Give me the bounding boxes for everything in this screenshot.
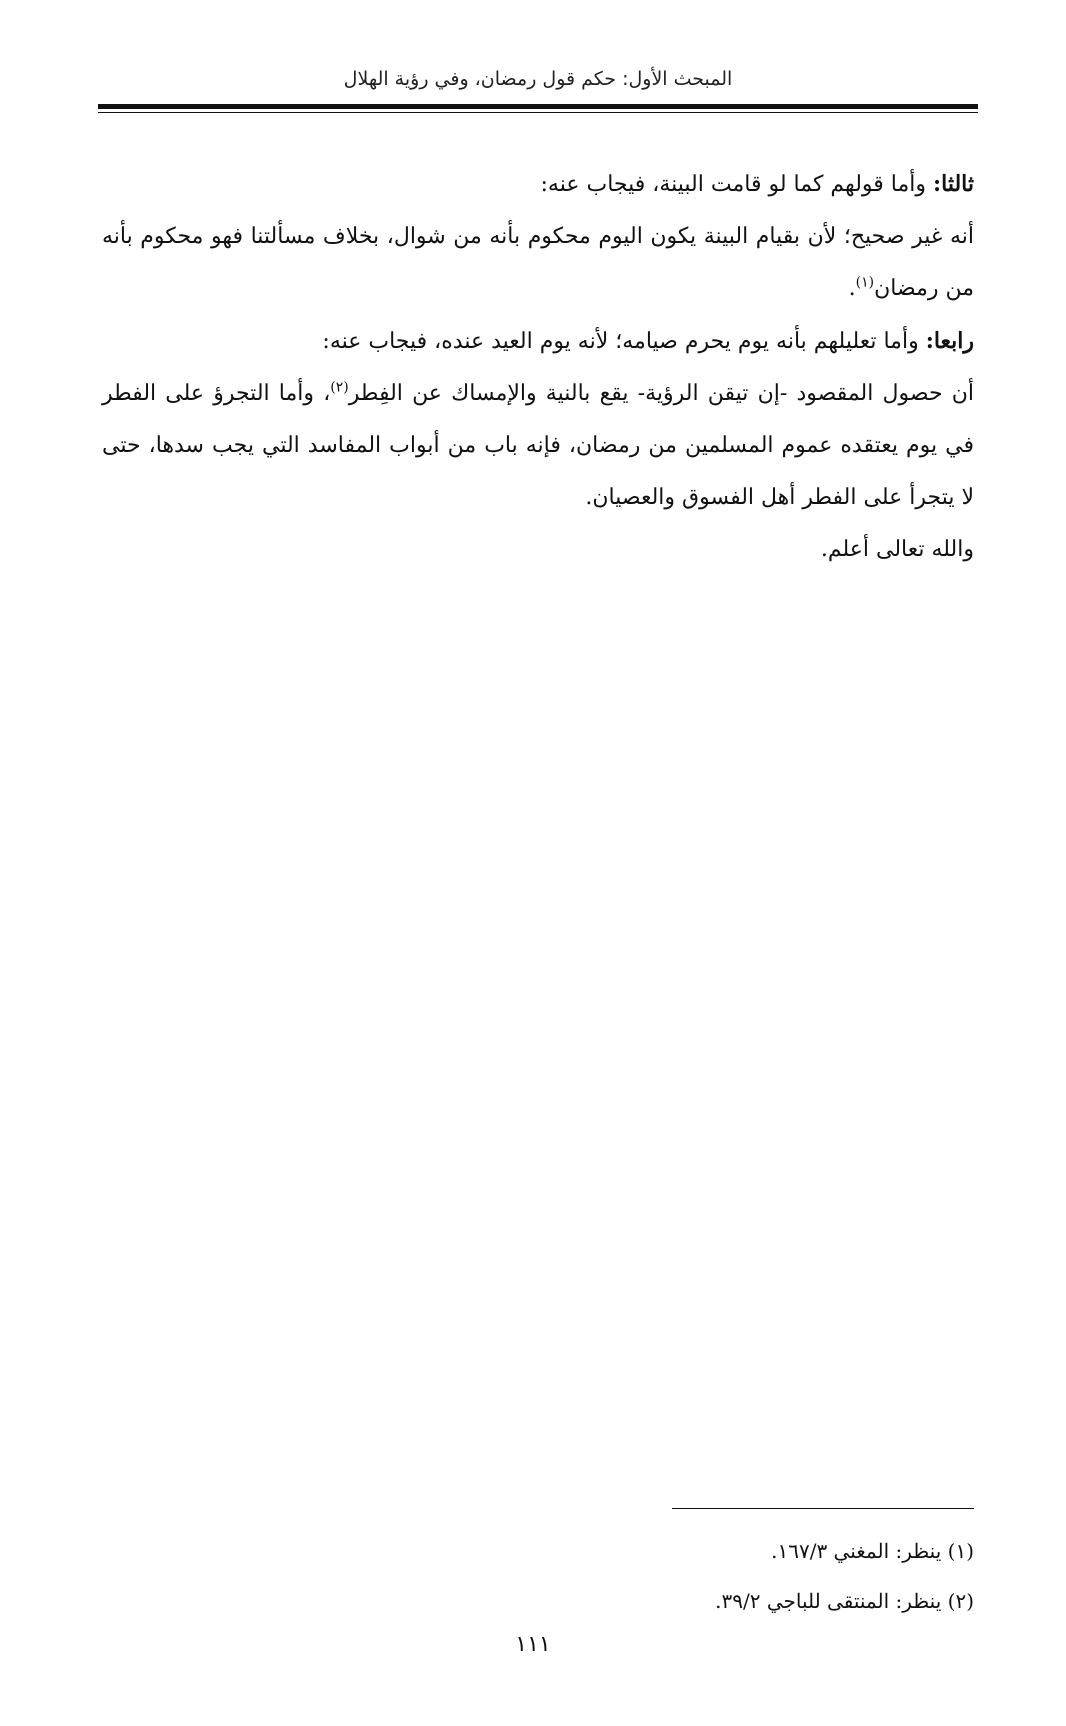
footnote-ref-1[interactable]: (١) bbox=[855, 274, 875, 291]
header-rule-thin bbox=[98, 112, 978, 113]
paragraph-answer-2 bbox=[102, 368, 974, 524]
page-number: ١١١ bbox=[515, 1632, 551, 1657]
paragraph-answer-1 bbox=[102, 211, 974, 315]
paragraph-fourthly bbox=[102, 315, 974, 368]
footnote-rule bbox=[672, 1508, 974, 1509]
footnotes bbox=[102, 1526, 974, 1626]
paragraph-text: وأما تعليلهم بأنه يوم يحرم صيامه؛ لأنه يوم العيد عنده، فيجاب عنه: bbox=[322, 329, 926, 354]
paragraph-text: وأما قولهم كما لو قامت البينة، فيجاب عنه: bbox=[540, 172, 933, 197]
paragraph-text: ، وأما التجرؤ على الفطر في يوم يعتقده عموم المسلمين من رمضان، فإنه باب من أبواب المفاسد التي يجب سدها، حتى لا يتجرأ على الفطر أهل الفسوق والعصيان. bbox=[102, 381, 974, 510]
paragraph-lead: ثالثا: bbox=[933, 171, 974, 197]
paragraph-text: أنه غير صحيح؛ لأن بقيام البينة يكون اليوم محكوم بأنه من شوال، بخلاف مسألتنا فهو محكوم بأنه من رمضان bbox=[102, 224, 974, 301]
paragraph-thirdly bbox=[102, 158, 974, 211]
paragraph-text: والله تعالى أعلم. bbox=[820, 537, 974, 562]
body-text bbox=[102, 158, 974, 576]
running-header: المبحث الأول: حكم قول رمضان، وفي رؤية الهلال bbox=[343, 68, 733, 90]
header-rule bbox=[98, 104, 978, 109]
paragraph-text: أن حصول المقصود -إن تيقن الرؤية- يقع بالنية والإمساك عن الفِطر bbox=[348, 381, 975, 406]
paragraph-end: . bbox=[848, 276, 856, 301]
footnote-1: (١) ينظر: المغني ١٦٧/٣. bbox=[771, 1539, 974, 1563]
footnote-ref-2[interactable]: (٢) bbox=[330, 379, 349, 396]
paragraph-lead: رابعا: bbox=[925, 328, 974, 354]
paragraph-closing bbox=[102, 524, 974, 576]
footnote-2: (٢) ينظر: المنتقى للباجي ٣٩/٢. bbox=[715, 1589, 974, 1613]
